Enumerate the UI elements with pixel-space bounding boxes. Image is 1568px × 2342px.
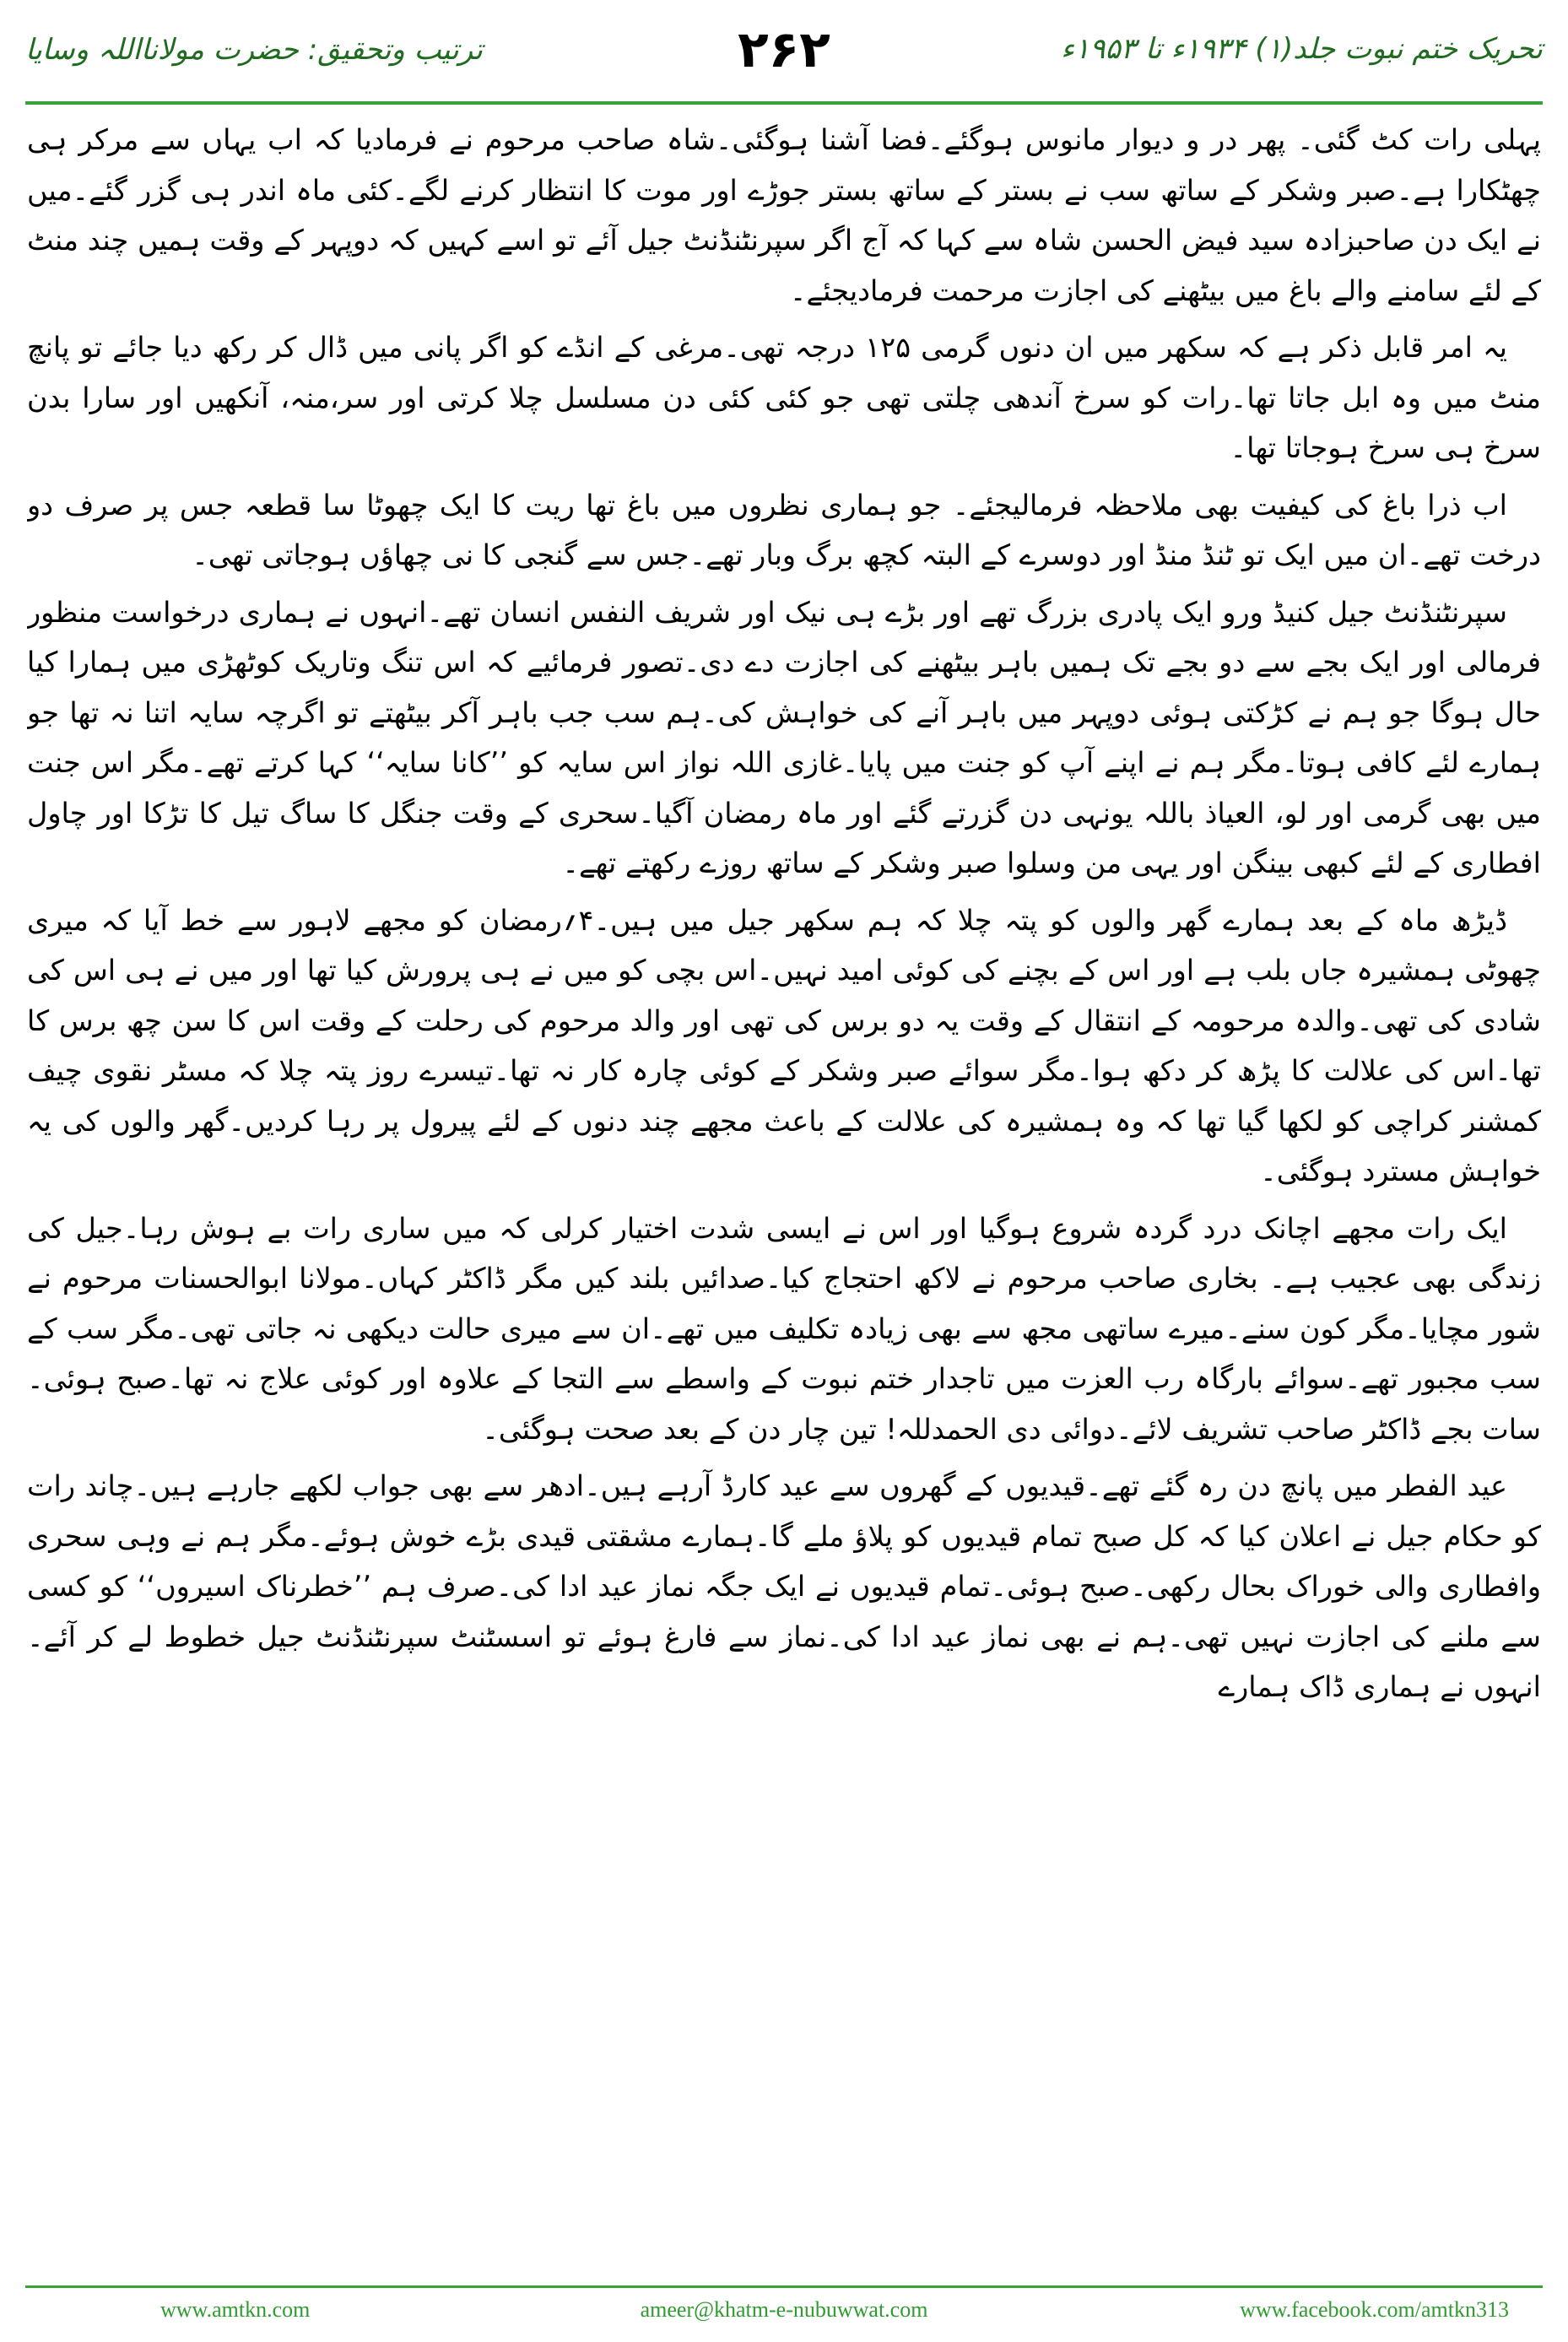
- paragraph-1: پہلی رات کٹ گئی۔ پھر در و دیوار مانوس ہوگئے۔فضا آشنا ہوگئی۔شاہ صاحب مرحوم نے فرمادیا کہ اب یہاں سے مرکر ہی چھٹکارا ہے۔صبر وشکر کے ساتھ سب نے بستر کے ساتھ بستر جوڑے اور موت کا انتظار کرنے لگے۔کئی ماہ اندر ہی گزر گئے۔میں نے ایک دن صاحبزادہ سید فیض الحسن شاہ سے کہا کہ آج اگر سپرنٹنڈنٹ جیل آئے تو اسے کہیں کہ دوپہر کے وقت ہمیں چند منٹ کے لئے سامنے والے باغ میں بیٹھنے کی اجازت مرحمت فرمادیجئے۔: [27, 123, 1541, 307]
- paragraph-7: عید الفطر میں پانچ دن رہ گئے تھے۔قیدیوں کے گھروں سے عید کارڈ آرہے ہیں۔ادھر سے بھی جواب لکھے جارہے ہیں۔چاند رات کو حکام جیل نے اعلان کیا کہ کل صبح تمام قیدیوں کو پلاؤ ملے گا۔ہمارے مشقتی قیدی بڑے خوش ہوئے۔مگر ہم نے وہی سحری وافطاری والی خوراک بحال رکھی۔صبح ہوئی۔تمام قیدیوں نے ایک جگہ نماز عید ادا کی۔صرف ہم ’’خطرناک اسیروں‘‘ کو کسی سے ملنے کی اجازت نہیں تھی۔ہم نے بھی نماز عید ادا کی۔نماز سے فارغ ہوئے تو اسسٹنٹ سپرنٹنڈنٹ جیل خطوط لے کر آئے۔انہوں نے ہماری ڈاک ہمارے: [27, 1469, 1541, 1703]
- paragraph-2: یہ امر قابل ذکر ہے کہ سکھر میں ان دنوں گرمی ۱۲۵ درجہ تھی۔مرغی کے انڈے کو اگر پانی میں ڈال کر رکھ دیا جائے تو پانچ منٹ میں وہ ابل جاتا تھا۔رات کو سرخ آندھی چلتی تھی جو کئی کئی دن مسلسل چلا کرتی اور سر،منہ، آنکھیں اور سارا بدن سرخ ہی سرخ ہوجاتا تھا۔: [27, 331, 1541, 464]
- page-header: [25, 20, 1543, 105]
- paragraph-6: ایک رات مجھے اچانک درد گردہ شروع ہوگیا اور اس نے ایسی شدت اختیار کرلی کہ میں ساری رات بے ہوش رہا۔جیل کی زندگی بھی عجیب ہے۔ بخاری صاحب مرحوم نے لاکھ احتجاج کیا۔صدائیں بلند کیں مگر ڈاکٹر کہاں۔مولانا ابوالحسنات مرحوم نے شور مچایا۔مگر کون سنے۔میرے ساتھی مجھ سے بھی زیادہ تکلیف میں تھے۔ان سے میری حالت دیکھی نہ جاتی تھی۔مگر سب کے سب مجبور تھے۔سوائے بارگاہ رب العزت میں تاجدار ختم نبوت کے واسطے سے التجا کے علاوہ اور کوئی علاج نہ تھا۔صبح ہوئی۔ سات بجے ڈاکٹر صاحب تشریف لائے۔دوائی دی الحمدللہ! تین چار دن کے بعد صحت ہوگئی۔: [27, 1211, 1541, 1446]
- footer-website-link[interactable]: www.amtkn.com: [160, 2297, 311, 2322]
- page-footer: [25, 2297, 1543, 2331]
- footer-divider: [25, 2285, 1543, 2288]
- page-body: [27, 115, 1541, 2225]
- paragraph-4: سپرنٹنڈنٹ جیل کنیڈ ورو ایک پادری بزرگ تھے اور بڑے ہی نیک اور شریف النفس انسان تھے۔انہوں نے ہماری درخواست منظور فرمالی اور ایک بجے سے دو بجے تک ہمیں باہر بیٹھنے کی اجازت دے دی۔تصور فرمائیے کہ اس تنگ وتاریک کوٹھڑی میں ہمارا کیا حال ہوگا جو ہم نے کڑکتی ہوئی دوپہر میں باہر آنے کی خواہش کی۔ہم سب جب باہر آکر بیٹھتے تو اگرچہ سایہ اتنا نہ تھا جو ہمارے لئے کافی ہوتا۔مگر ہم نے اپنے آپ کو جنت میں پایا۔غازی اللہ نواز اس سایہ کو ’’کانا سایہ‘‘ کہا کرتے تھے۔مگر اس جنت میں بھی گرمی اور لو، العیاذ باللہ یونہی دن گزرتے گئے اور ماہ رمضان آگیا۔سحری کے وقت جنگل کا ساگ تیل کا تڑکا اور چاول افطاری کے لئے کبھی بینگن اور یہی من وسلوا صبر وشکر کے ساتھ روزے رکھتے تھے۔: [27, 595, 1541, 879]
- compiler-credit: ترتیب وتحقیق: حضرت مولانااللہ وسایا: [25, 33, 483, 67]
- page-number: ۲۶۲: [738, 20, 830, 79]
- footer-facebook-link[interactable]: www.facebook.com/amtkn313: [1240, 2297, 1509, 2322]
- book-title: تحریک ختم نبوت جلد(۱) ۱۹۳۴ء تا ۱۹۵۳ء: [1061, 32, 1543, 66]
- paragraph-3: اب ذرا باغ کی کیفیت بھی ملاحظہ فرمالیجئے۔ جو ہماری نظروں میں باغ تھا ریت کا ایک چھوٹا سا قطعہ جس پر صرف دو درخت تھے۔ان میں ایک تو ٹنڈ منڈ اور دوسرے کے البتہ کچھ برگ وبار تھے۔جس سے گنجی کا نی چھاؤں ہوجاتی تھی۔: [27, 488, 1541, 571]
- header-divider: [25, 101, 1543, 105]
- paragraph-5: ڈیڑھ ماہ کے بعد ہمارے گھر والوں کو پتہ چلا کہ ہم سکھر جیل میں ہیں۔۴؍رمضان کو مجھے لاہور سے خط آیا کہ میری چھوٹی ہمشیرہ جاں بلب ہے اور اس کے بچنے کی کوئی امید نہیں۔اس بچی کو میں نے ہی پرورش کیا تھا اور میں نے ہی اس کی شادی کی تھی۔والدہ مرحومہ کے انتقال کے وقت یہ دو برس کی تھی اور والد مرحوم کی رحلت کے وقت اس کا سن چھ برس کا تھا۔اس کی علالت کا پڑھ کر دکھ ہوا۔مگر سوائے صبر وشکر کے کوئی چارہ کار نہ تھا۔تیسرے روز پتہ چلا کہ مسٹر نقوی چیف کمشنر کراچی کو لکھا گیا تھا کہ وہ ہمشیرہ کی علالت کے باعث مجھے چند دنوں کے لئے پیرول پر رہا کردیں۔گھر والوں کی یہ خواہش مسترد ہوگئی۔: [27, 903, 1541, 1187]
- footer-email-link[interactable]: ameer@khatm-e-nubuwwat.com: [640, 2297, 928, 2322]
